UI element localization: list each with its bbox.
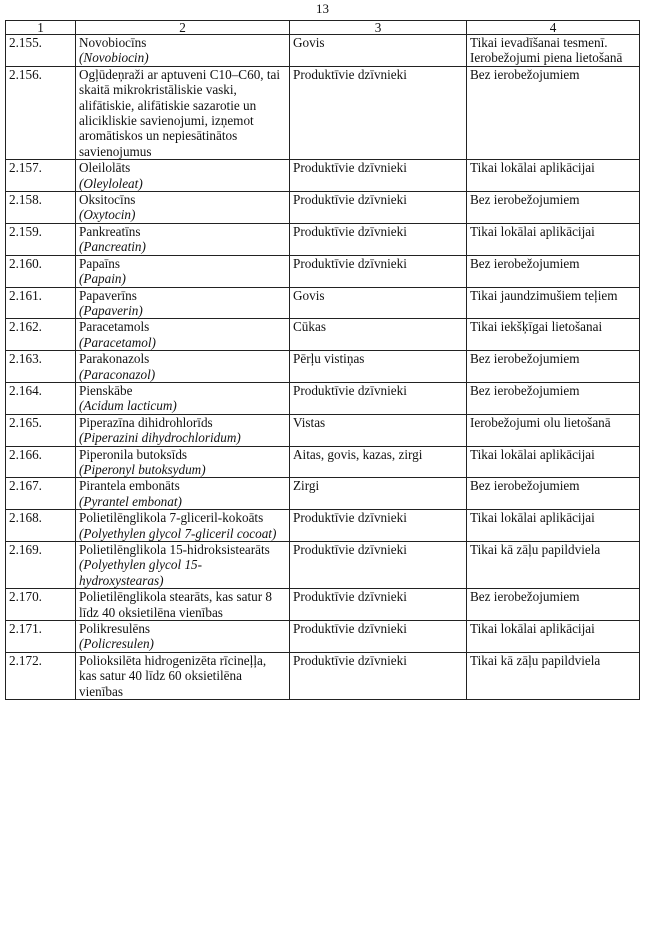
animal-species: Cūkas bbox=[290, 319, 467, 351]
row-number: 2.159. bbox=[6, 223, 76, 255]
animal-species: Produktīvie dzīvnieki bbox=[290, 66, 467, 159]
usage-conditions: Bez ierobežojumiem bbox=[467, 255, 640, 287]
substance-latin-name: (Polyethylen glycol 15-hydroxystearas) bbox=[79, 557, 203, 588]
substance-cell bbox=[76, 223, 290, 255]
row-number: 2.157. bbox=[6, 160, 76, 192]
column-header-3: 3 bbox=[290, 21, 467, 35]
usage-conditions: Tikai ievadīšanai tesmenī. Ierobežojumi piena lietošanā bbox=[467, 35, 640, 67]
substance-cell bbox=[76, 382, 290, 414]
animal-species: Produktīvie dzīvnieki bbox=[290, 510, 467, 542]
usage-conditions: Ierobežojumi olu lietošanā bbox=[467, 414, 640, 446]
row-number: 2.156. bbox=[6, 66, 76, 159]
usage-conditions: Bez ierobežojumiem bbox=[467, 351, 640, 383]
table-row bbox=[6, 446, 640, 478]
substance-name: Pienskābe bbox=[79, 382, 133, 398]
row-number: 2.167. bbox=[6, 478, 76, 510]
substance-latin-name: (Paracetamol) bbox=[79, 334, 156, 350]
table-body bbox=[6, 35, 640, 700]
substance-cell bbox=[76, 160, 290, 192]
row-number: 2.169. bbox=[6, 542, 76, 589]
row-number: 2.164. bbox=[6, 382, 76, 414]
usage-conditions: Bez ierobežojumiem bbox=[467, 192, 640, 224]
substance-cell bbox=[76, 351, 290, 383]
table-row bbox=[6, 160, 640, 192]
row-number: 2.172. bbox=[6, 652, 76, 699]
substance-latin-name: (Piperonyl butoksydum) bbox=[79, 461, 206, 477]
substance-latin-name: (Paraconazol) bbox=[79, 366, 156, 382]
usage-conditions: Bez ierobežojumiem bbox=[467, 478, 640, 510]
page-number: 13 bbox=[316, 1, 329, 16]
usage-conditions: Tikai kā zāļu papildviela bbox=[467, 542, 640, 589]
animal-species: Govis bbox=[290, 35, 467, 67]
substance-cell bbox=[76, 652, 290, 699]
usage-conditions: Bez ierobežojumiem bbox=[467, 589, 640, 621]
table-row bbox=[6, 223, 640, 255]
usage-conditions: Tikai lokālai aplikācijai bbox=[467, 223, 640, 255]
substance-cell bbox=[76, 589, 290, 621]
usage-conditions: Bez ierobežojumiem bbox=[467, 382, 640, 414]
substance-latin-name: (Pancreatin) bbox=[79, 239, 146, 255]
table-row bbox=[6, 382, 640, 414]
row-number: 2.161. bbox=[6, 287, 76, 319]
table-header bbox=[6, 21, 640, 35]
row-number: 2.170. bbox=[6, 589, 76, 621]
substance-name: Novobiocīns bbox=[79, 35, 147, 50]
table-row bbox=[6, 652, 640, 699]
substance-cell bbox=[76, 35, 290, 67]
animal-species: Produktīvie dzīvnieki bbox=[290, 542, 467, 589]
substance-name: Ogļūdeņraži ar aptuveni C10–C60, tai skaitā mikrokristāliskie vaski, alifātiskie, alifātiskie sazarotie un alicikliskie savienojumi, izņemot aromātiskos un nepiesātinātos savienojumus bbox=[79, 66, 281, 159]
table-row bbox=[6, 589, 640, 621]
substance-name: Oksitocīns bbox=[79, 192, 136, 208]
animal-species: Vistas bbox=[290, 414, 467, 446]
animal-species: Govis bbox=[290, 287, 467, 319]
substance-cell bbox=[76, 446, 290, 478]
animal-species: Zirgi bbox=[290, 478, 467, 510]
substance-name: Papaverīns bbox=[79, 287, 137, 303]
substance-name: Polikresulēns bbox=[79, 621, 151, 637]
substance-latin-name: (Oxytocin) bbox=[79, 207, 136, 223]
row-number: 2.163. bbox=[6, 351, 76, 383]
animal-species: Produktīvie dzīvnieki bbox=[290, 589, 467, 621]
usage-conditions: Tikai iekšķīgai lietošanai bbox=[467, 319, 640, 351]
usage-conditions: Tikai lokālai aplikācijai bbox=[467, 510, 640, 542]
substance-cell bbox=[76, 414, 290, 446]
substance-name: Paracetamols bbox=[79, 319, 150, 335]
animal-species: Pērļu vistiņas bbox=[290, 351, 467, 383]
substances-table bbox=[5, 20, 640, 700]
substance-latin-name: (Pyrantel embonat) bbox=[79, 493, 182, 509]
usage-conditions: Tikai lokālai aplikācijai bbox=[467, 160, 640, 192]
substance-name: Parakonazols bbox=[79, 351, 150, 367]
table-row bbox=[6, 192, 640, 224]
substance-cell bbox=[76, 255, 290, 287]
substance-cell bbox=[76, 542, 290, 589]
substance-name: Oleilolāts bbox=[79, 160, 131, 176]
substance-name: Pankreatīns bbox=[79, 223, 141, 239]
animal-species: Produktīvie dzīvnieki bbox=[290, 255, 467, 287]
substance-latin-name: (Oleyloleat) bbox=[79, 175, 143, 191]
substance-name: Polietilēnglikola 7-gliceril-kokoāts bbox=[79, 510, 264, 526]
usage-conditions: Tikai kā zāļu papildviela bbox=[467, 652, 640, 699]
substance-name: Papaīns bbox=[79, 255, 121, 271]
column-header-2: 2 bbox=[76, 21, 290, 35]
table-row bbox=[6, 351, 640, 383]
animal-species: Aitas, govis, kazas, zirgi bbox=[290, 446, 467, 478]
table-row bbox=[6, 287, 640, 319]
row-number: 2.160. bbox=[6, 255, 76, 287]
row-number: 2.168. bbox=[6, 510, 76, 542]
animal-species: Produktīvie dzīvnieki bbox=[290, 382, 467, 414]
animal-species: Produktīvie dzīvnieki bbox=[290, 652, 467, 699]
table-row bbox=[6, 510, 640, 542]
substance-name: Polioksilēta hidrogenizēta rīcineļļa, kas satur 40 līdz 60 oksietilēna vienības bbox=[79, 652, 267, 699]
table-row bbox=[6, 414, 640, 446]
column-header-4: 4 bbox=[467, 21, 640, 35]
substance-latin-name: (Policresulen) bbox=[79, 636, 154, 652]
substance-name: Polietilēnglikola 15-hidroksistearāts bbox=[79, 542, 270, 557]
table-row bbox=[6, 35, 640, 67]
table-row bbox=[6, 66, 640, 159]
table-row bbox=[6, 621, 640, 653]
substance-latin-name: (Papain) bbox=[79, 271, 126, 287]
row-number: 2.158. bbox=[6, 192, 76, 224]
substance-latin-name: (Piperazini dihydrochloridum) bbox=[79, 430, 241, 446]
substance-cell bbox=[76, 621, 290, 653]
substance-cell bbox=[76, 66, 290, 159]
substance-latin-name: (Papaverin) bbox=[79, 302, 143, 318]
usage-conditions: Bez ierobežojumiem bbox=[467, 66, 640, 159]
animal-species: Produktīvie dzīvnieki bbox=[290, 223, 467, 255]
table-row bbox=[6, 319, 640, 351]
table-row bbox=[6, 542, 640, 589]
row-number: 2.155. bbox=[6, 35, 76, 67]
substance-cell bbox=[76, 478, 290, 510]
substance-latin-name: (Polyethylen glycol 7-gliceril cocoat) bbox=[79, 525, 277, 541]
animal-species: Produktīvie dzīvnieki bbox=[290, 621, 467, 653]
substance-cell bbox=[76, 510, 290, 542]
table-row bbox=[6, 478, 640, 510]
animal-species: Produktīvie dzīvnieki bbox=[290, 160, 467, 192]
usage-conditions: Tikai jaundzimušiem teļiem bbox=[467, 287, 640, 319]
row-number: 2.171. bbox=[6, 621, 76, 653]
substance-cell bbox=[76, 192, 290, 224]
usage-conditions: Tikai lokālai aplikācijai bbox=[467, 446, 640, 478]
substance-name: Piperonila butoksīds bbox=[79, 446, 188, 462]
column-header-1: 1 bbox=[6, 21, 76, 35]
row-number: 2.166. bbox=[6, 446, 76, 478]
substance-cell bbox=[76, 287, 290, 319]
row-number: 2.165. bbox=[6, 414, 76, 446]
table-row bbox=[6, 255, 640, 287]
substance-name: Polietilēnglikola stearāts, kas satur 8 līdz 40 oksietilēna vienības bbox=[79, 589, 273, 620]
substance-latin-name: (Acidum lacticum) bbox=[79, 398, 177, 414]
substance-name: Pirantela embonāts bbox=[79, 478, 180, 494]
substance-cell bbox=[76, 319, 290, 351]
row-number: 2.162. bbox=[6, 319, 76, 351]
substance-name: Piperazīna dihidrohlorīds bbox=[79, 414, 213, 430]
substance-latin-name: (Novobiocin) bbox=[79, 50, 149, 66]
animal-species: Produktīvie dzīvnieki bbox=[290, 192, 467, 224]
header-row bbox=[6, 21, 640, 35]
usage-conditions: Tikai lokālai aplikācijai bbox=[467, 621, 640, 653]
